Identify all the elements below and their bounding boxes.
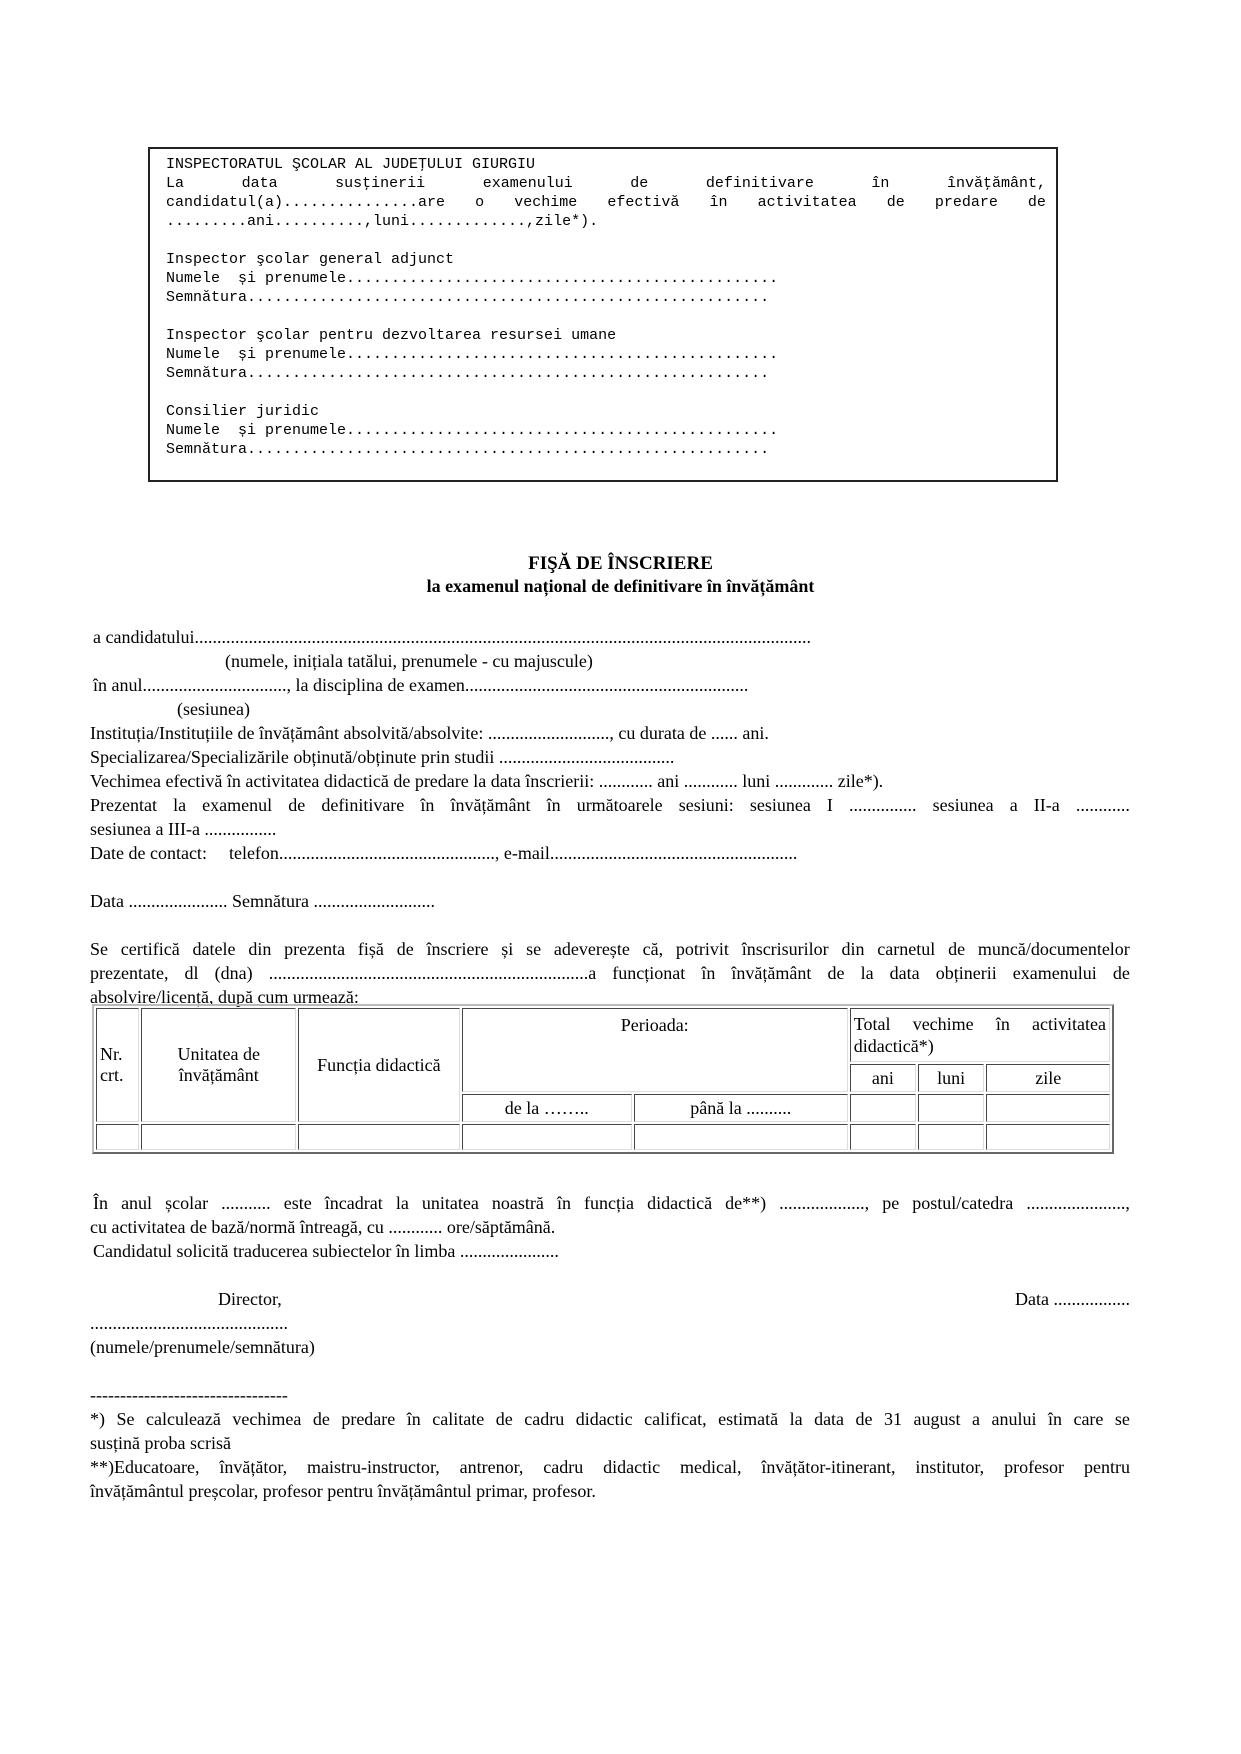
previous-sessions-field[interactable] [90, 793, 1130, 817]
word: cadru [543, 1457, 584, 1477]
word: ........... [221, 1193, 271, 1213]
word: calificat, [644, 1409, 707, 1429]
word: pe [882, 1193, 900, 1213]
word: învăţământ, [946, 175, 1046, 192]
word: din [248, 939, 272, 959]
word: este [283, 1193, 312, 1213]
signatory-role-legal-advisor: Consilier juridic [166, 403, 320, 420]
footnote-1-cont: susțină proba scrisă [90, 1433, 231, 1453]
word: În [93, 1193, 108, 1213]
inspectorate-heading: INSPECTORATUL ŞCOLAR AL JUDEŢULUI GIURGIU [166, 156, 536, 173]
word: definitivare [705, 175, 814, 192]
word: vechimea [232, 1409, 302, 1429]
header-nr-crt [96, 1008, 139, 1122]
cell-years[interactable] [850, 1124, 916, 1150]
director-label: Director, [218, 1289, 282, 1309]
word: în [406, 1409, 421, 1429]
word: sesiunea [749, 795, 811, 815]
signatory-signature-field[interactable]: Semnătura.......................................................... [166, 441, 770, 458]
previous-sessions-field-cont[interactable]: sesiunea a III-a ................ [90, 819, 277, 839]
word: la [860, 963, 874, 983]
word: 31 [884, 1409, 903, 1429]
header-from[interactable]: de la …….. [462, 1094, 632, 1122]
word: că, [642, 939, 664, 959]
word: calitate [432, 1409, 485, 1429]
footnote-2-cont: învățământul preșcolar, profesor pentru învățământul primar, profesor. [90, 1481, 596, 1501]
cell-days[interactable] [986, 1094, 1110, 1122]
word: de**) [725, 1193, 767, 1213]
seniority-field[interactable]: Vechimea efectivă în activitatea didactică de predare la data înscrierii: ............ ani ............ luni ............. zile*). [90, 771, 884, 791]
word: și [501, 939, 514, 959]
word: anului [991, 1409, 1037, 1429]
word: înscrisurilor [741, 939, 829, 959]
header-unit [141, 1008, 296, 1122]
inspectorate-approval-box [148, 147, 1058, 482]
word: noastră [491, 1193, 544, 1213]
word: .......................................................................a [268, 963, 597, 983]
word: în [546, 795, 561, 815]
word: antrenor, [459, 1457, 524, 1477]
word: ......................, [1026, 1193, 1130, 1213]
word: Se [116, 1409, 135, 1429]
word: obținerii [935, 963, 997, 983]
word: a [1009, 795, 1018, 815]
word: muncă/documentelor [977, 939, 1130, 959]
signatory-signature-field[interactable]: Semnătura.......................................................... [166, 365, 770, 382]
cell-unit[interactable] [141, 1124, 296, 1150]
word: în [1047, 1409, 1062, 1429]
word: funcționat [612, 963, 686, 983]
signatory-role-deputy-inspector: Inspector şcolar general adjunct [166, 251, 455, 268]
header-function [298, 1008, 460, 1122]
word: examenului [482, 175, 573, 192]
word: susţinerii [335, 175, 426, 192]
contact-phone-email-field[interactable]: telefon................................................, e-mail....................................................... [228, 843, 798, 863]
form-subtitle: la examenul național de definitivare în învățământ [426, 576, 815, 596]
word: profesor [1004, 1457, 1065, 1477]
word: în [701, 963, 716, 983]
cell-months[interactable] [918, 1124, 984, 1150]
cell-days[interactable] [986, 1124, 1110, 1150]
footnote-2 [90, 1455, 1130, 1479]
word: sesiunea [932, 795, 994, 815]
word: carnetul [877, 939, 936, 959]
word: școlar [165, 1193, 209, 1213]
word: de [630, 175, 649, 192]
word: data [241, 175, 278, 192]
word: august [913, 1409, 961, 1429]
word: didactică [647, 1193, 713, 1213]
word: încadrat [324, 1193, 383, 1213]
statement-line-2 [166, 193, 1046, 212]
word: prezenta [284, 939, 346, 959]
statement-line-1 [166, 174, 1046, 193]
word: anul [121, 1193, 153, 1213]
employment-position-field[interactable] [93, 1191, 1130, 1215]
word: definitivare [321, 795, 405, 815]
candidate-name-hint: (numele, inițiala tatălui, prenumele - cu majuscule) [225, 651, 593, 671]
session-hint: (sesiunea) [177, 699, 250, 719]
word: funcția [584, 1193, 635, 1213]
word: didactic [603, 1457, 661, 1477]
word: de [827, 963, 845, 983]
cell-nr[interactable] [96, 1124, 139, 1150]
header-unit-label: Unitatea de învățământ [177, 1044, 260, 1085]
table-row [96, 1124, 1110, 1150]
word: de [1112, 963, 1130, 983]
word: didactic [575, 1409, 633, 1429]
seniority-table [92, 1004, 1114, 1154]
word: din [841, 939, 865, 959]
director-date-field[interactable]: Data ................. [1015, 1289, 1130, 1309]
word: fișă [357, 939, 384, 959]
header-total-label: Total vechime în activitatea didactică*) [853, 1014, 1106, 1056]
word: La [166, 175, 185, 192]
header-nr-crt-label: Nr. crt. [100, 1044, 124, 1085]
word: examenul [202, 795, 273, 815]
certification-line-2 [90, 961, 1130, 985]
contact-row [90, 841, 797, 865]
word: prezentate, [90, 963, 169, 983]
word: la [789, 1409, 803, 1429]
director-signature-field[interactable]: ............................................ [90, 1313, 288, 1333]
signatory-role-hr-inspector: Inspector şcolar pentru dezvoltarea resursei umane [166, 327, 617, 344]
header-years: ani [850, 1064, 916, 1092]
word: II-a [1033, 795, 1060, 815]
statement-line-3: .........ani..........,luni.............,zile*). [166, 213, 599, 230]
word: la [173, 795, 187, 815]
word: învățământ [450, 795, 531, 815]
word: data [814, 1409, 845, 1429]
word: ..................., [779, 1193, 870, 1213]
header-days: zile [986, 1064, 1110, 1092]
word: adeverește [553, 939, 630, 959]
word: *) [90, 1409, 105, 1429]
word: se [526, 939, 542, 959]
word: ............ [1075, 795, 1130, 815]
word: Se [90, 939, 108, 959]
contact-label: Date de contact: [90, 843, 207, 863]
word: în [420, 795, 435, 815]
word: de [886, 194, 905, 211]
header-period [462, 1008, 848, 1092]
word: cadru [524, 1409, 565, 1429]
word: de [396, 939, 414, 959]
word: de [855, 1409, 873, 1429]
word: de [495, 1409, 513, 1429]
word: vechime [514, 194, 578, 211]
word: de [948, 939, 966, 959]
signatory-name-field[interactable]: Numele și prenumele................................................ [166, 270, 779, 287]
cell-from[interactable] [462, 1124, 632, 1150]
word: Prezentat [90, 795, 157, 815]
word: în [556, 1193, 571, 1213]
word: învățător-itinerant, [761, 1457, 896, 1477]
certification-line-1 [90, 937, 1130, 961]
word: institutor, [915, 1457, 985, 1477]
signatory-signature-field[interactable]: Semnătura.......................................................... [166, 289, 770, 306]
footnote-1 [90, 1407, 1130, 1431]
employment-hours-field[interactable]: cu activitatea de bază/normă întreagă, cu ............ ore/săptămână. [90, 1217, 556, 1237]
word: medical, [680, 1457, 742, 1477]
word: pentru [1083, 1457, 1130, 1477]
word: în [709, 194, 728, 211]
cell-to[interactable] [634, 1124, 848, 1150]
word: maistru-instructor, [307, 1457, 440, 1477]
word: efectivă [607, 194, 680, 211]
word: învățător, [219, 1457, 288, 1477]
word: datele [192, 939, 236, 959]
certification-line-3: absolvire/licență, după cum urmează: [90, 987, 359, 1007]
footnote-separator: --------------------------------- [90, 1385, 288, 1405]
word: ............... [849, 795, 917, 815]
institution-field[interactable]: Instituția/Instituțiile de învățământ absolvită/absolvite: ..........................., cu durata de ...... ani. [90, 723, 769, 743]
word: I [826, 795, 833, 815]
signatory-name-field[interactable]: Numele și prenumele................................................ [166, 422, 779, 439]
word: examenului [1012, 963, 1097, 983]
word: data [889, 963, 920, 983]
word: în [871, 175, 890, 192]
word: sesiuni: [678, 795, 734, 815]
word: o [475, 194, 485, 211]
word: potrivit [675, 939, 729, 959]
header-months: luni [918, 1064, 984, 1092]
word: predare [934, 194, 998, 211]
director-signature-hint: (numele/prenumele/semnătura) [90, 1337, 315, 1357]
translation-language-field[interactable]: Candidatul solicită traducerea subiectelor în limba ...................... [93, 1241, 559, 1261]
specialization-field[interactable]: Specializarea/Specializările obținută/obținute prin studii ....................................... [90, 747, 675, 767]
word: (dna) [214, 963, 253, 983]
candidate-name-field[interactable]: a candidatului......................................................................................................................................... [93, 627, 811, 647]
cell-function[interactable] [298, 1124, 460, 1150]
word: se [1114, 1409, 1130, 1429]
word: de [1027, 194, 1046, 211]
cell-months[interactable] [918, 1094, 984, 1122]
word: **)Educatoare, [90, 1457, 200, 1477]
word: candidatul(a)...............are [166, 194, 446, 211]
word: a [971, 1409, 980, 1429]
signatory-name-field[interactable]: Numele și prenumele................................................ [166, 346, 779, 363]
word: dl [184, 963, 199, 983]
word: următoarele [576, 795, 663, 815]
word: înscriere [426, 939, 489, 959]
cell-years[interactable] [850, 1094, 916, 1122]
header-function-label: Funcția didactică [317, 1054, 441, 1075]
word: de [288, 795, 306, 815]
date-signature-field[interactable]: Data ...................... Semnătura ........................... [90, 891, 435, 911]
form-title: FIŞĂ DE ÎNSCRIERE [528, 553, 713, 574]
word: certifică [120, 939, 180, 959]
word: care [1073, 1409, 1104, 1429]
word: predare [341, 1409, 396, 1429]
word: postul/catedra [912, 1193, 1014, 1213]
header-to[interactable]: până la .......... [634, 1094, 848, 1122]
word: calculează [145, 1409, 221, 1429]
header-total [850, 1008, 1110, 1062]
header-period-label: Perioada: [620, 1015, 689, 1035]
word: la [395, 1193, 409, 1213]
word: de [312, 1409, 330, 1429]
word: unitatea [421, 1193, 479, 1213]
word: estimată [718, 1409, 779, 1429]
exam-year-discipline-field[interactable]: în anul................................, la disciplina de examen............................................................... [93, 675, 749, 695]
word: activitatea [757, 194, 857, 211]
word: învățământ [731, 963, 812, 983]
